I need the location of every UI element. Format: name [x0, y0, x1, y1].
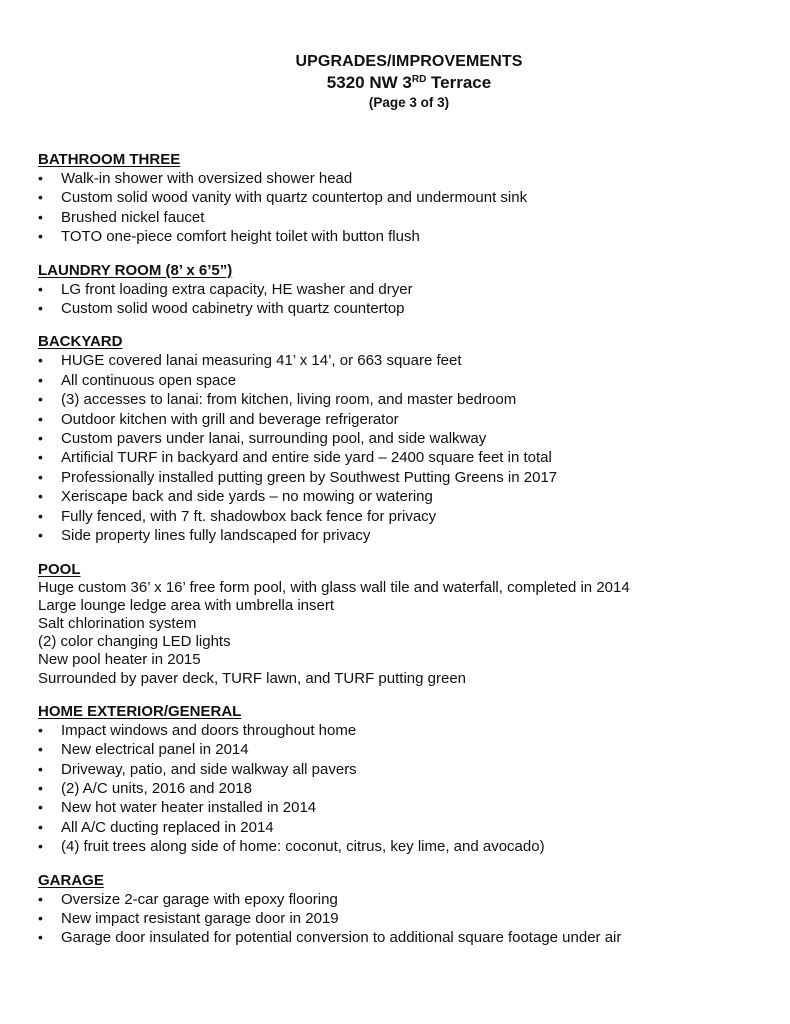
pool-line: Large lounge ledge area with umbrella insert: [38, 596, 335, 614]
section-laundry-room: [38, 261, 750, 319]
section-title: BACKYARD: [38, 333, 123, 351]
pool-line: Surrounded by paver deck, TURF lawn, and TURF putting green: [38, 669, 466, 687]
list-item: • Fully fenced, with 7 ft. shadowbox back fence for privacy: [38, 507, 750, 526]
pool-line: Huge custom 36’ x 16’ free form pool, with glass wall tile and waterfall, completed in 2014: [38, 578, 630, 596]
list-item: • Side property lines fully landscaped for privacy: [38, 526, 750, 545]
document-header: [68, 52, 750, 113]
section-garage: [38, 871, 750, 948]
section-title: POOL: [38, 560, 81, 578]
page-indicator: (Page 3 of 3): [368, 95, 450, 110]
list-item: • Garage door insulated for potential conversion to additional square footage under air: [38, 928, 750, 947]
list-item: • Oversize 2-car garage with epoxy flooring: [38, 890, 750, 909]
section-pool: [38, 560, 750, 688]
list-item: • Driveway, patio, and side walkway all pavers: [38, 760, 750, 779]
section-bathroom-three: [38, 150, 750, 247]
section-title: HOME EXTERIOR/GENERAL: [38, 702, 242, 720]
section-home-exterior: [38, 702, 750, 857]
list-item: • Custom solid wood cabinetry with quartz countertop: [38, 299, 750, 318]
list-item: • Impact windows and doors throughout home: [38, 721, 750, 740]
list-item: • All A/C ducting replaced in 2014: [38, 818, 750, 837]
pool-line: New pool heater in 2015: [38, 651, 201, 669]
list-item: • (4) fruit trees along side of home: coconut, citrus, key lime, and avocado): [38, 837, 750, 856]
list-item: • Professionally installed putting green by Southwest Putting Greens in 2017: [38, 468, 750, 487]
bullet-list: [38, 351, 750, 545]
list-item: • Xeriscape back and side yards – no mowing or watering: [38, 487, 750, 506]
list-item: • (3) accesses to lanai: from kitchen, living room, and master bedroom: [38, 390, 750, 409]
list-item: • Custom solid wood vanity with quartz countertop and undermount sink: [38, 188, 750, 207]
bullet-list: [38, 890, 750, 948]
list-item: • All continuous open space: [38, 371, 750, 390]
section-title: GARAGE: [38, 871, 104, 889]
section-backyard: [38, 332, 750, 545]
bullet-list: [38, 280, 750, 319]
sections-container: [38, 150, 750, 948]
list-item: • Artificial TURF in backyard and entire side yard – 2400 square feet in total: [38, 448, 750, 467]
list-item: • Custom pavers under lanai, surrounding pool, and side walkway: [38, 429, 750, 448]
section-title: LAUNDRY ROOM (8’ x 6’5”): [38, 261, 233, 279]
property-address: [68, 72, 750, 93]
list-item: • TOTO one-piece comfort height toilet with button flush: [38, 227, 750, 246]
pool-line: (2) color changing LED lights: [38, 633, 231, 651]
document-title: UPGRADES/IMPROVEMENTS: [295, 53, 523, 70]
list-item: • New hot water heater installed in 2014: [38, 798, 750, 817]
list-item: • LG front loading extra capacity, HE washer and dryer: [38, 280, 750, 299]
bullet-list: [38, 169, 750, 247]
address-main: 5320 NW 3: [326, 73, 412, 92]
list-item: • (2) A/C units, 2016 and 2018: [38, 779, 750, 798]
list-item: • HUGE covered lanai measuring 41’ x 14’, or 663 square feet: [38, 351, 750, 370]
address-tail: Terrace: [426, 73, 492, 92]
bullet-list: [38, 721, 750, 857]
list-item: • Walk-in shower with oversized shower head: [38, 169, 750, 188]
address-superscript: RD: [411, 74, 427, 85]
list-item: • New electrical panel in 2014: [38, 740, 750, 759]
section-title: BATHROOM THREE: [38, 151, 181, 168]
list-item: • Brushed nickel faucet: [38, 208, 750, 227]
list-item: • New impact resistant garage door in 2019: [38, 909, 750, 928]
list-item: • Outdoor kitchen with grill and beverage refrigerator: [38, 410, 750, 429]
pool-line: Salt chlorination system: [38, 614, 197, 632]
